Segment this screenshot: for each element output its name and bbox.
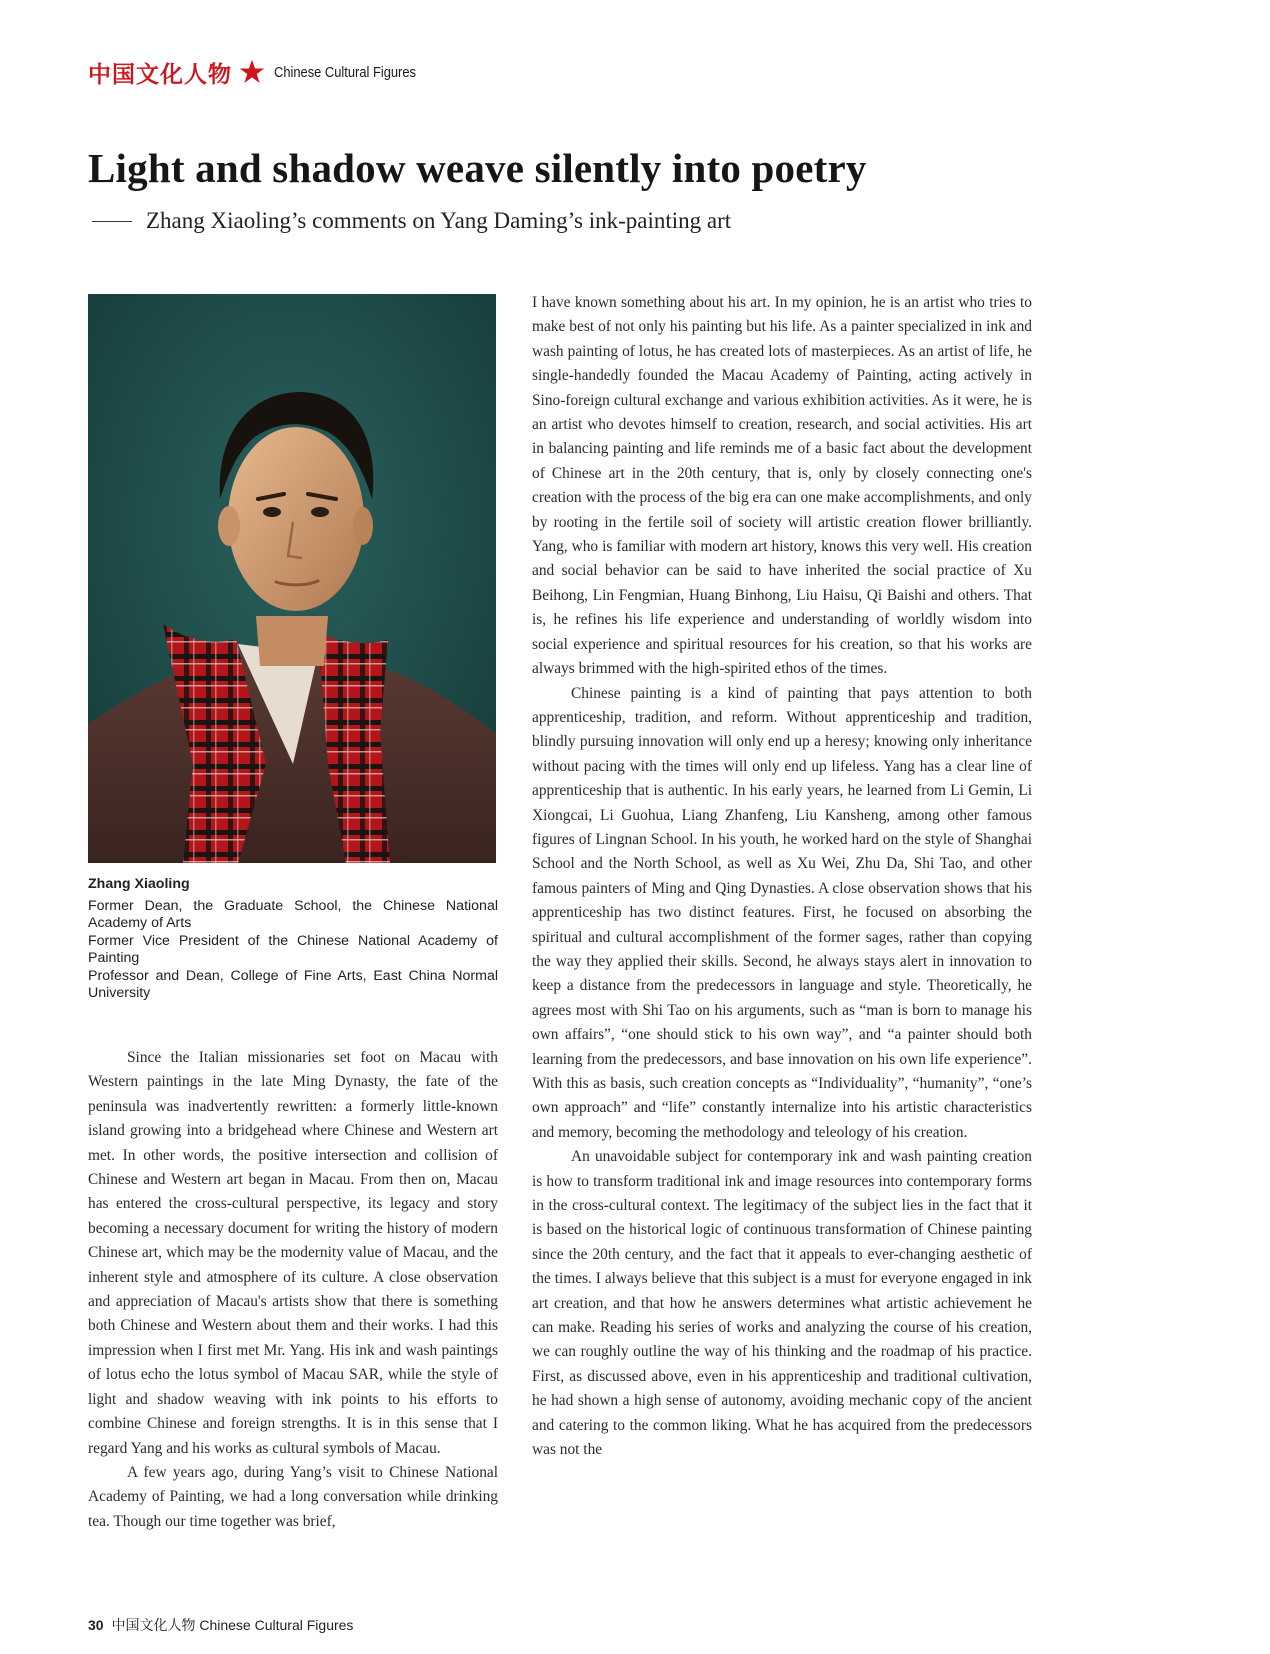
masthead-english-title: Chinese Cultural Figures — [274, 63, 416, 81]
caption-name: Zhang Xiaoling — [88, 876, 190, 892]
article-subtitle — [92, 208, 731, 234]
caption-role: Former Vice President of the Chinese National Academy of Painting — [88, 932, 498, 966]
article-subtitle-text: Zhang Xiaoling’s comments on Yang Daming’s ink-painting art — [146, 208, 732, 233]
body-paragraph-continued: I have known something about his art. In my opinion, he is an artist who tries to make best of not only his painting but his life. As a painter specialized in ink and wash painting of lotus, he has created lots of masterpieces. As an artist of life, he single-handedly founded the Macau Academy of Painting, acting actively in Sino-foreign cultural exchange and various exhibition activities. As it were, he is an artist who devotes himself to creation, research, and social activities. His art in balancing painting and life reminds me of a basic fact about the development of Chinese art in the 20th century, that is, only by closely connecting one's creation with the process of the big era can one make accomplishments, and only by rooting in the fertile soil of society will artistic creation flower brilliantly. Yang, who is familiar with modern art history, knows this very well. His creation and social behavior can be said to have inherited the social practice of Xu Beihong, Lin Fengmian, Huang Binhong, Liu Haisu, Qi Baishi and others. That is, he refines his life experience and understanding of worldly wisdom into social experience and spiritual resources for his creation, so that his works are always brimmed with the high-spirited ethos of the times. — [532, 294, 1032, 678]
body-paragraph: An unavoidable subject for contemporary ink and wash painting creation is how to transform traditional ink and image resources into contemporary forms in the cross-cultural context. The legitimacy of the subject lies in the fact that it is based on the historical logic of continuous transformation of Chinese painting since the 20th century, and the fact that it appeals to ever-changing aesthetic of the times. I always believe that this subject is a must for everyone engaged in ink art creation, and that how he answers determines what artistic achievement he can make. Reading his series of works and analyzing the course of his creation, we can roughly outline the way of his thinking and the roadmap of his practice. First, as discussed above, even in his apprenticeship and traditional cultivation, he had shown a high sense of autonomy, avoiding mechanic copy of the ancient and catering to the common liking. What he has acquired from the predecessors was not the — [532, 1148, 1032, 1459]
author-portrait — [88, 294, 496, 863]
body-paragraph: Since the Italian missionaries set foot on Macau with Western paintings in the late Ming Dynasty, the fate of the peninsula was inadvertently rewritten: a formerly little-known island growing into a bridgehead where Chinese and Western art met. In other words, the positive intersection and collision of Chinese and Western art began in Macau. From then on, Macau has entered the cross-cultural perspective, its legacy and story becoming a necessary document for writing the history of modern Chinese art, which may be the modernity value of Macau, and the inherent style and atmosphere of its culture. A close observation and appreciation of Macau's artists show that there is something both Chinese and Western about them and their works. I had this impression when I first met Mr. Yang. His ink and wash paintings of lotus echo the lotus symbol of Macau SAR, while the style of light and shadow weaving with ink points to his efforts to combine Chinese and foreign strengths. It is in this sense that I regard Yang and his works as cultural symbols of Macau. — [88, 1049, 498, 1457]
masthead-chinese-title: 中国文化人物 — [88, 60, 232, 88]
footer-publication: 中国文化人物 Chinese Cultural Figures — [111, 1617, 354, 1633]
caption-role: Former Dean, the Graduate School, the Chinese National Academy of Arts — [88, 897, 498, 931]
subtitle-dash — [92, 221, 132, 222]
red-star-icon — [238, 58, 266, 86]
portrait-illustration — [88, 294, 496, 863]
body-column-left — [88, 1046, 498, 1534]
body-column-right — [532, 291, 1032, 1463]
page-number: 30 — [88, 1617, 104, 1633]
body-paragraph: A few years ago, during Yang’s visit to Chinese National Academy of Painting, we had a long conversation while drinking tea. Though our time together was brief, — [88, 1463, 498, 1530]
magazine-masthead — [88, 52, 439, 92]
caption-role: Professor and Dean, College of Fine Arts, East China Normal University — [88, 967, 498, 1001]
page-footer — [88, 1615, 353, 1635]
body-paragraph: Chinese painting is a kind of painting that pays attention to both apprenticeship, tradition, and reform. Without apprenticeship and tradition, blindly pursuing innovation will only end up a heresy; knowing only inheritance without pacing with the times will only end up lifeless. Yang has a clear line of apprenticeship that is authentic. In his early years, he learned from Li Gemin, Li Xiongcai, Li Guohua, Liang Zhanfeng, Liu Kansheng, among other famous figures of Lingnan School. In his youth, he worked hard on the style of Shanghai School and the North School, as well as Xu Wei, Zhu Da, Shi Tao, and other famous painters of Ming and Qing Dynasties. A close observation shows that his apprenticeship has two distinct features. First, he focused on absorbing the spiritual and cultural accomplishment of the former sages, rather than copying the way they applied their skills. Second, he always stays alert in innovation to keep a distance from the predecessors in language and style. Theoretically, he agrees most with Shi Tao on his arguments, such as “man is born to manage his own affairs”, “one should stick to his own way”, and “a painter should both learning from the predecessors, and base innovation on his own life experience”. With this as basis, such creation concepts as “Individuality”, “humanity”, “one’s own approach” and “life” constantly internalize into his artistic characteristics and memory, becoming the methodology and teleology of his creation. — [532, 684, 1032, 1141]
portrait-caption — [88, 876, 498, 1003]
article-title: Light and shadow weave silently into poetry — [88, 145, 867, 191]
